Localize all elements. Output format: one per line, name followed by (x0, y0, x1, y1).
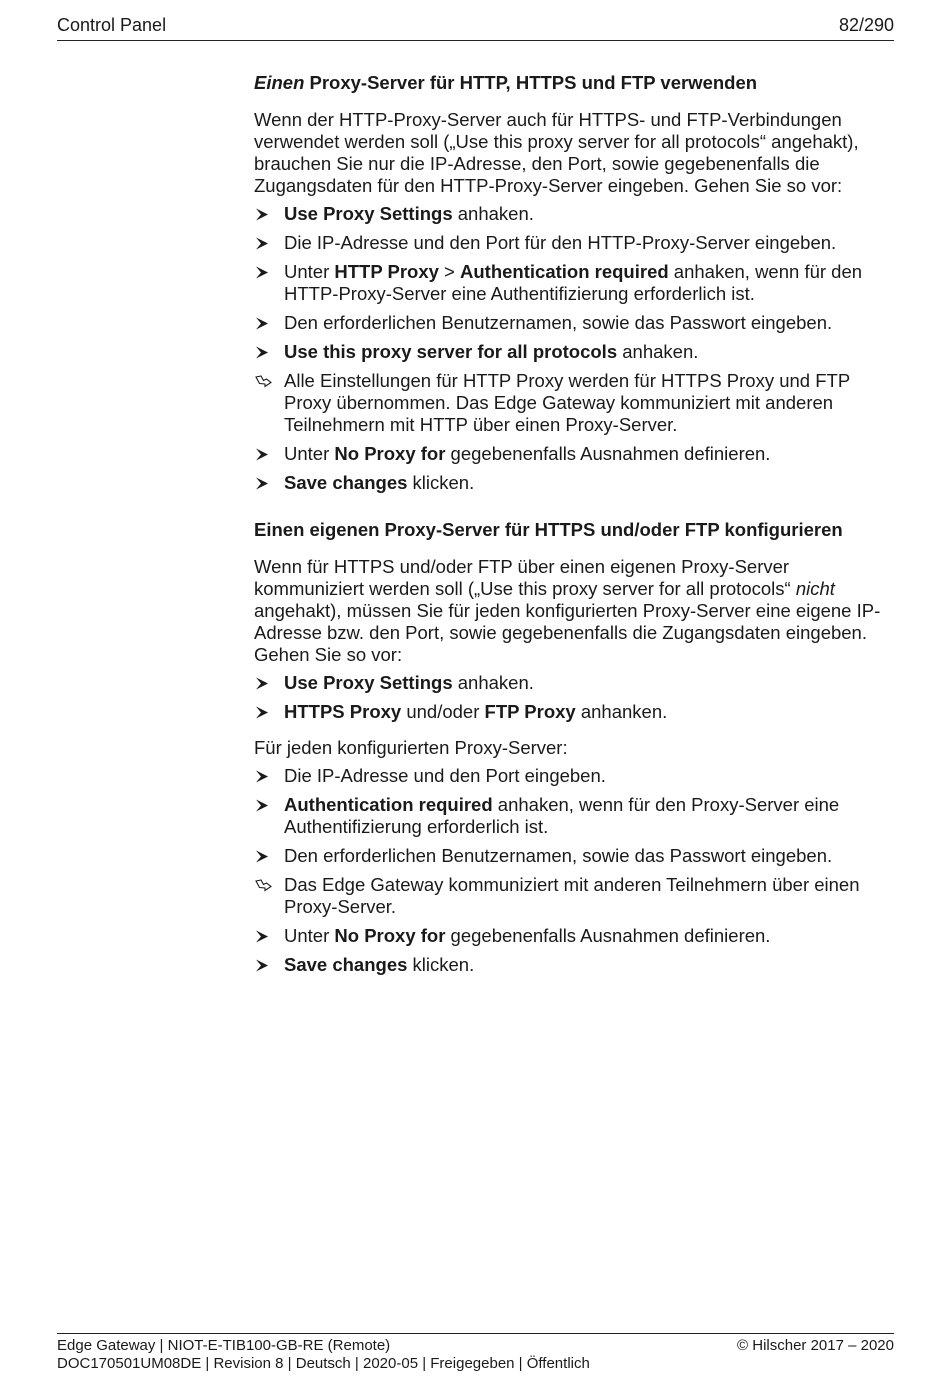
arrowhead-bullet-icon (254, 443, 274, 465)
instruction-step (254, 672, 894, 694)
step-text: Unter (284, 925, 335, 946)
instruction-step (254, 232, 894, 254)
result-step (254, 874, 894, 918)
step-text: Das Edge Gateway kommuniziert mit anderen Teilnehmern über einen Proxy-Server. (284, 874, 860, 917)
step-text: > (438, 261, 461, 282)
step-ui-term: Use this proxy server for all protocols (284, 341, 618, 362)
step-text: gegebenenfalls Ausnahmen definieren. (445, 443, 771, 464)
step-text: Den erforderlichen Benutzernamen, sowie das Passwort eingeben. (284, 845, 833, 866)
instruction-step (254, 261, 894, 305)
result-arrow-icon (254, 874, 274, 896)
arrowhead-bullet-icon (254, 845, 274, 867)
footer-product: Edge Gateway | NIOT-E-TIB100-GB-RE (Remote) (57, 1337, 391, 1354)
instruction-step (254, 472, 894, 494)
section2-steps-a (254, 672, 894, 723)
instruction-step (254, 925, 894, 947)
page-header (57, 15, 894, 41)
step-ui-term: No Proxy for (334, 925, 446, 946)
header-page-number: 82/290 (838, 15, 894, 35)
instruction-step (254, 341, 894, 363)
step-ui-term: Save changes (284, 954, 408, 975)
section1-steps (254, 203, 894, 494)
arrowhead-bullet-icon (254, 954, 274, 976)
instruction-step (254, 765, 894, 787)
step-ui-term: Use Proxy Settings (284, 672, 453, 693)
step-ui-term: No Proxy for (334, 443, 446, 464)
arrowhead-bullet-icon (254, 672, 274, 694)
section2-intro-b: angehakt), müssen Sie für jeden konfigurierten Proxy-Server eine eigene IP-Adresse bzw. den Port, sowie gegebenenfalls die Zugangsdaten eingeben. Gehen Sie so vor: (254, 600, 881, 665)
section2-per-proxy: Für jeden konfigurierten Proxy-Server: (254, 737, 568, 758)
section1-intro: Wenn der HTTP-Proxy-Server auch für HTTPS- und FTP-Verbindungen verwendet werden soll („Use this proxy server for all protocols“ angehakt), brauchen Sie nur die IP-Adresse, den Port, sowie gegebenenfalls die Zugangsdaten für den HTTP-Proxy-Server eingeben. Gehen Sie so vor: (254, 109, 859, 196)
arrowhead-bullet-icon (254, 312, 274, 334)
step-text: anhaken. (617, 341, 699, 362)
result-arrow-icon (254, 370, 274, 392)
arrowhead-bullet-icon (254, 261, 274, 283)
step-text: anhaken, wenn für den Proxy-Server eine Authentifizierung erforderlich ist. (284, 794, 840, 837)
step-ui-term: Save changes (284, 472, 408, 493)
section1-heading-rest: Proxy-Server für HTTP, HTTPS und FTP verwenden (304, 72, 758, 93)
instruction-step (254, 794, 894, 838)
step-text: Unter (284, 261, 335, 282)
arrowhead-bullet-icon (254, 341, 274, 363)
section2-steps-b (254, 765, 894, 976)
step-ui-term: Authentication required (284, 794, 493, 815)
step-text: anhaken. (452, 672, 534, 693)
arrowhead-bullet-icon (254, 701, 274, 723)
step-text: Alle Einstellungen für HTTP Proxy werden für HTTPS Proxy und FTP Proxy übernommen. Das Edge Gateway kommuniziert mit anderen Teilnehmern mit HTTP über einen Proxy-Server. (284, 370, 850, 435)
step-text: Unter (284, 443, 335, 464)
step-text: anhaken. (452, 203, 534, 224)
step-text: klicken. (407, 954, 475, 975)
section1-heading-italic: Einen (254, 72, 305, 93)
step-text: anhanken. (575, 701, 668, 722)
instruction-step (254, 845, 894, 867)
step-text: Die IP-Adresse und den Port eingeben. (284, 765, 606, 786)
footer-copyright: © Hilscher 2017 – 2020 (737, 1337, 894, 1354)
section2-intro-italic: nicht (795, 578, 835, 599)
step-text: Die IP-Adresse und den Port für den HTTP-Proxy-Server eingeben. (284, 232, 837, 253)
page-footer (57, 1333, 894, 1373)
arrowhead-bullet-icon (254, 232, 274, 254)
footer-doc-info: DOC170501UM08DE | Revision 8 | Deutsch | 2020-05 | Freigegeben | Öffentlich (57, 1355, 590, 1372)
arrowhead-bullet-icon (254, 203, 274, 225)
step-text: Den erforderlichen Benutzernamen, sowie das Passwort eingeben. (284, 312, 833, 333)
step-text: gegebenenfalls Ausnahmen definieren. (445, 925, 771, 946)
instruction-step (254, 954, 894, 976)
section2-heading: Einen eigenen Proxy-Server für HTTPS und/oder FTP konfigurieren (254, 519, 843, 540)
step-ui-term: Use Proxy Settings (284, 203, 453, 224)
step-text: anhaken, wenn für den HTTP-Proxy-Server eine Authentifizierung erforderlich ist. (284, 261, 863, 304)
arrowhead-bullet-icon (254, 472, 274, 494)
main-content (254, 70, 894, 976)
step-text: und/oder (401, 701, 485, 722)
step-text: klicken. (407, 472, 475, 493)
step-ui-term: HTTP Proxy (334, 261, 439, 282)
arrowhead-bullet-icon (254, 765, 274, 787)
section1-heading (254, 72, 894, 94)
arrowhead-bullet-icon (254, 794, 274, 816)
instruction-step (254, 203, 894, 225)
step-ui-term: Authentication required (460, 261, 669, 282)
section2-intro (254, 556, 894, 666)
instruction-step (254, 312, 894, 334)
instruction-step (254, 443, 894, 465)
result-step (254, 370, 894, 436)
arrowhead-bullet-icon (254, 925, 274, 947)
instruction-step (254, 701, 894, 723)
step-ui-term: FTP Proxy (484, 701, 576, 722)
step-ui-term: HTTPS Proxy (284, 701, 402, 722)
header-section-title: Control Panel (57, 15, 167, 35)
section2-intro-a: Wenn für HTTPS und/oder FTP über einen eigenen Proxy-Server kommuniziert werden soll („Use this proxy server for all protocols“ (254, 556, 796, 599)
